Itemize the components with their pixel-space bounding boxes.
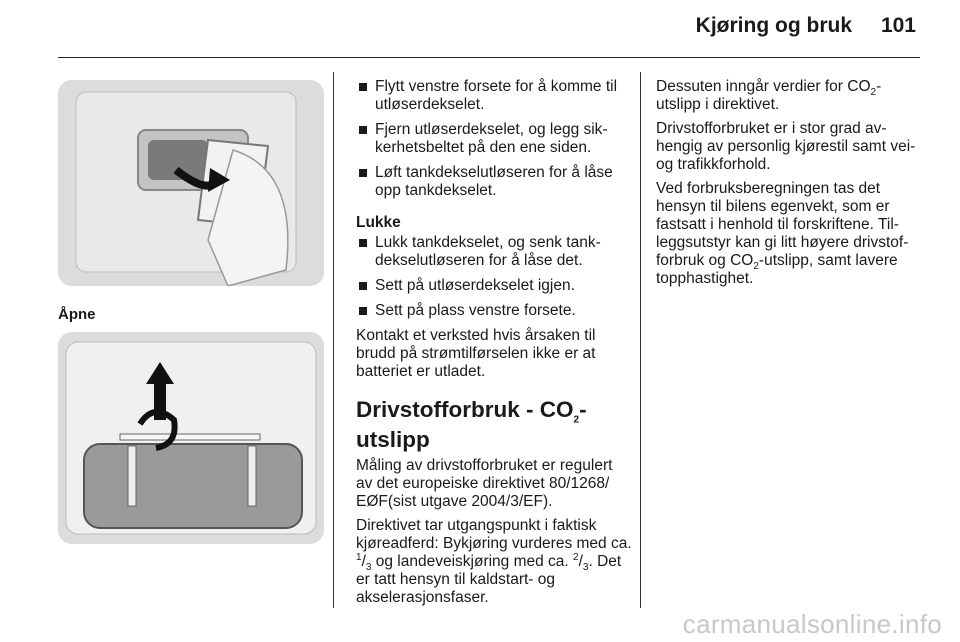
column-divider [333,72,334,608]
column-middle [356,78,632,613]
paragraph-workshop: Kontakt et verksted hvis årsaken til brudd på strømtilførselen ikke er at batteriet er utladet. [356,327,596,380]
instruction-item: Lukk tankdekselet, og senk tank-dekselutløseren for å låse det. [356,234,632,270]
figure-caption: Åpne [58,306,96,323]
paragraph-regulation: Måling av drivstofforbruket er regulert av det europeiske direktivet 80/1268/ EØF(sist utgave 2004/3/EF). [356,457,613,510]
header-rule [58,57,920,58]
page-header [0,0,960,62]
paragraph-co2: Dessuten inngår verdier for $CO_2$-utslipp i direktivet. [656,78,882,113]
watermark: carmanualsonline.info [682,609,942,639]
instruction-item: Fjern utløserdekselet, og legg sik-kerhetsbeltet på den ene siden. [356,121,632,157]
instruction-item: Flytt venstre forsete for å komme til utløserdekselet. [356,78,632,114]
paragraph-driving-style: Drivstofforbruket er i stor grad av-hengig av personlig kjørestil samt vei- og trafikkforhold. [656,120,916,173]
illustration-release-lever [58,332,324,544]
section-title: Drivstofforbruk - $CO_2$-utslipp [356,397,587,452]
instruction-item: Løft tankdekselutløseren for å låse opp tankdekselet. [356,164,632,200]
column-right [656,78,924,294]
instruction-item: Sett på utløserdekselet igjen. [356,277,632,295]
column-divider [640,72,641,608]
subheading-close: Lukke [356,214,401,231]
paragraph-weight: Ved forbruksberegningen tas det hensyn til bilens egenvekt, som er fastsatt i henhold til forskriftene. Til-leggsutstyr kan gi litt høyere drivstof-forbruk og $CO_2$-utslipp, samt lavere topphastighet. [656,180,909,287]
instruction-item: Sett på plass venstre forsete. [356,302,632,320]
illustration-open-cover [58,80,324,286]
chapter-title: Kjøring og bruk [695,14,852,37]
page-number: 101 [880,14,916,37]
paragraph-driving-behaviour: Direktivet tar utgangspunkt i faktisk kjøreadferd: Bykjøring vurderes med ca. $^1/_3$ og landeveiskjøring med ca. $^2/_3$. Det er tatt hensyn til kaldstart- og akselerasjonsfaser. [356,517,632,606]
